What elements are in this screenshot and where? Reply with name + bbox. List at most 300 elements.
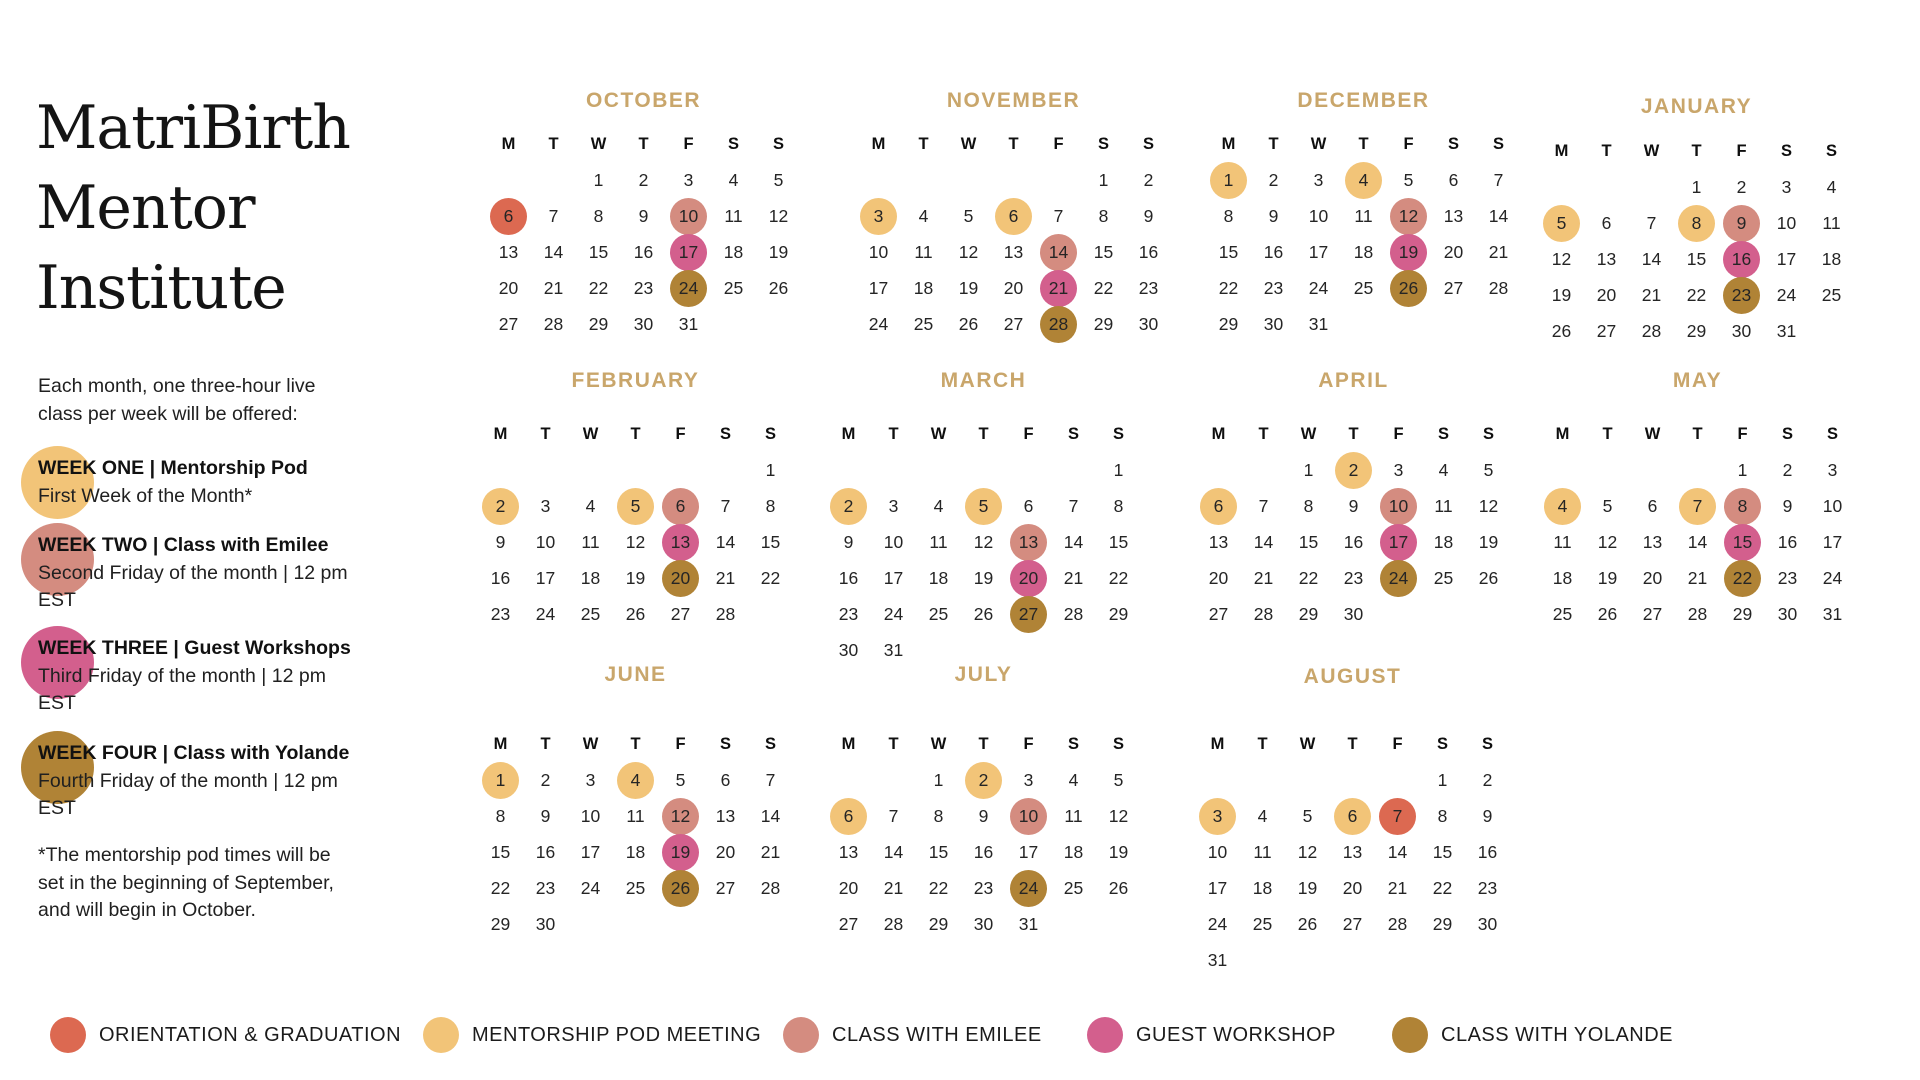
day-30 (1331, 596, 1376, 632)
day-number: 12 (958, 241, 979, 262)
day-25 (1809, 277, 1854, 313)
day-27 (703, 870, 748, 906)
weekday-header: F (1053, 134, 1064, 153)
weekday-header: F (683, 134, 694, 153)
day-8 (1096, 488, 1141, 524)
day-number: 9 (1348, 495, 1359, 516)
day-3 (523, 488, 568, 524)
empty-cell (1630, 452, 1675, 488)
day-number: 12 (670, 805, 691, 826)
day-12 (961, 524, 1006, 560)
day-number: 7 (1493, 169, 1504, 190)
day-number: 25 (625, 877, 646, 898)
day-number: 28 (883, 913, 904, 934)
day-4 (711, 162, 756, 198)
day-27 (658, 596, 703, 632)
day-10 (1810, 488, 1855, 524)
day-number: 17 (1018, 841, 1039, 862)
day-24 (1764, 277, 1809, 313)
legend-label: CLASS WITH EMILEE (832, 1023, 1042, 1046)
day-number: 2 (1736, 176, 1747, 197)
day-number: 11 (929, 531, 948, 552)
day-20 (486, 270, 531, 306)
day-number: 14 (1387, 841, 1408, 862)
day-21 (1051, 560, 1096, 596)
day-number: 20 (1342, 877, 1363, 898)
day-29 (1206, 306, 1251, 342)
day-23 (1251, 270, 1296, 306)
weekday-header: W (1310, 134, 1327, 153)
day-15 (748, 524, 793, 560)
empty-cell (826, 452, 871, 488)
day-number: 31 (1776, 320, 1797, 341)
day-number: 2 (1348, 459, 1359, 480)
weekday-header: T (1692, 424, 1703, 443)
day-number: 16 (1477, 841, 1498, 862)
week-note-text (38, 532, 368, 615)
day-4-pod (1540, 488, 1585, 524)
day-number: 24 (535, 603, 556, 624)
day-16 (478, 560, 523, 596)
day-number: 14 (715, 531, 736, 552)
day-number: 11 (914, 241, 933, 262)
month-grid (1206, 126, 1521, 342)
day-number: 9 (1736, 212, 1747, 233)
day-30 (523, 906, 568, 942)
day-14 (1051, 524, 1096, 560)
day-number: 29 (1218, 313, 1239, 334)
day-5 (1386, 162, 1431, 198)
day-19-guest (1386, 234, 1431, 270)
day-29 (1081, 306, 1126, 342)
day-number: 28 (1687, 603, 1708, 624)
day-22 (1286, 560, 1331, 596)
day-number: 15 (1298, 531, 1319, 552)
empty-cell (1240, 762, 1285, 798)
day-number: 15 (490, 841, 511, 862)
day-26 (1096, 870, 1141, 906)
day-number: 2 (495, 495, 506, 516)
day-number: 19 (1108, 841, 1129, 862)
month-july (826, 663, 1141, 942)
day-24-yolande (666, 270, 711, 306)
weekday-header: S (1142, 134, 1154, 153)
day-17 (1296, 234, 1341, 270)
day-18 (1421, 524, 1466, 560)
empty-cell (1585, 452, 1630, 488)
day-23 (478, 596, 523, 632)
month-december (1206, 89, 1521, 342)
day-7 (531, 198, 576, 234)
day-17 (568, 834, 613, 870)
day-number: 10 (883, 531, 904, 552)
month-grid (826, 726, 1141, 942)
day-31 (666, 306, 711, 342)
legend-item-orientation (50, 1017, 401, 1053)
day-number: 24 (1308, 277, 1329, 298)
month-title: DECEMBER (1297, 89, 1430, 112)
week-note-2 (38, 532, 368, 615)
day-13 (1431, 198, 1476, 234)
day-number: 25 (1252, 913, 1273, 934)
day-number: 4 (1068, 769, 1079, 790)
day-17 (1810, 524, 1855, 560)
day-number: 17 (535, 567, 556, 588)
day-number: 14 (1488, 205, 1509, 226)
day-number: 2 (1268, 169, 1279, 190)
day-6 (1431, 162, 1476, 198)
day-number: 21 (1387, 877, 1408, 898)
day-number: 22 (588, 277, 609, 298)
month-october (486, 89, 801, 342)
day-number: 9 (1782, 495, 1793, 516)
day-15 (576, 234, 621, 270)
day-26 (961, 596, 1006, 632)
day-12 (756, 198, 801, 234)
weekday-header: T (1601, 141, 1612, 160)
day-number: 19 (958, 277, 979, 298)
weekday-header: S (1436, 734, 1448, 753)
day-16 (1465, 834, 1510, 870)
day-18 (1240, 870, 1285, 906)
month-title: MAY (1672, 369, 1723, 392)
day-number: 14 (1048, 241, 1069, 262)
day-number: 17 (1388, 531, 1409, 552)
day-22 (1674, 277, 1719, 313)
brand-title-line: MatriBirth (36, 93, 350, 163)
day-number: 9 (1143, 205, 1154, 226)
week-note-detail: Third Friday of the month | 12 pm EST (38, 664, 326, 714)
day-1 (1286, 452, 1331, 488)
day-30 (1126, 306, 1171, 342)
day-28 (531, 306, 576, 342)
day-14 (1476, 198, 1521, 234)
day-11 (1421, 488, 1466, 524)
day-number: 20 (1596, 284, 1617, 305)
day-25 (1341, 270, 1386, 306)
day-number: 2 (978, 769, 989, 790)
weekday-header: S (764, 424, 776, 443)
day-17 (871, 560, 916, 596)
day-number: 24 (1207, 913, 1228, 934)
day-number: 1 (1691, 176, 1702, 197)
day-29 (1096, 596, 1141, 632)
day-22 (576, 270, 621, 306)
empty-cell (486, 162, 531, 198)
weekday-header: F (1392, 734, 1403, 753)
month-grid (826, 416, 1141, 668)
empty-cell (1285, 762, 1330, 798)
day-number: 4 (728, 169, 739, 190)
day-number: 3 (1212, 805, 1223, 826)
day-13-guest (658, 524, 703, 560)
day-22 (1081, 270, 1126, 306)
day-23 (621, 270, 666, 306)
weekday-header: T (1347, 734, 1358, 753)
day-number: 18 (723, 241, 744, 262)
day-number: 13 (1018, 531, 1039, 552)
empty-cell (856, 162, 901, 198)
day-number: 7 (765, 769, 776, 790)
day-7 (703, 488, 748, 524)
month-title: AUGUST (1303, 665, 1402, 688)
day-3-pod (1195, 798, 1240, 834)
day-10 (1764, 205, 1809, 241)
day-number: 7 (1068, 495, 1079, 516)
day-16 (1765, 524, 1810, 560)
day-number: 13 (1342, 841, 1363, 862)
day-22 (916, 870, 961, 906)
month-grid (1539, 133, 1854, 349)
day-number: 3 (540, 495, 551, 516)
day-21 (748, 834, 793, 870)
empty-cell (1675, 452, 1720, 488)
day-number: 7 (1646, 212, 1657, 233)
day-29 (1286, 596, 1331, 632)
day-number: 19 (625, 567, 646, 588)
weekday-header: T (1348, 424, 1359, 443)
day-number: 19 (1551, 284, 1572, 305)
day-number: 2 (638, 169, 649, 190)
day-number: 4 (585, 495, 596, 516)
month-june (478, 663, 793, 942)
empty-cell (946, 162, 991, 198)
day-27 (1584, 313, 1629, 349)
day-14 (1375, 834, 1420, 870)
day-4-pod (613, 762, 658, 798)
weekday-header: W (582, 734, 599, 753)
day-5 (658, 762, 703, 798)
day-13 (1330, 834, 1375, 870)
day-number: 22 (1732, 567, 1753, 588)
weekday-header: F (1023, 734, 1034, 753)
legend-item-pod (423, 1017, 761, 1053)
day-3 (871, 488, 916, 524)
day-5 (1585, 488, 1630, 524)
weekday-header: T (1258, 424, 1269, 443)
day-number: 10 (580, 805, 601, 826)
day-28 (1241, 596, 1286, 632)
day-2 (523, 762, 568, 798)
legend-item-emilee (783, 1017, 1042, 1053)
day-number: 27 (670, 603, 691, 624)
day-number: 14 (883, 841, 904, 862)
day-number: 23 (1731, 284, 1752, 305)
day-12 (1096, 798, 1141, 834)
day-number: 13 (1208, 531, 1229, 552)
month-may (1540, 369, 1855, 632)
day-11 (901, 234, 946, 270)
weekday-header: W (1299, 734, 1316, 753)
day-number: 17 (1308, 241, 1329, 262)
day-21 (703, 560, 748, 596)
day-22-yolande (1720, 560, 1765, 596)
day-18 (568, 560, 613, 596)
day-number: 26 (1551, 320, 1572, 341)
day-number: 23 (973, 877, 994, 898)
day-9 (1765, 488, 1810, 524)
weekday-header: F (1023, 424, 1034, 443)
week-note-detail: First Week of the Month* (38, 484, 253, 507)
day-number: 22 (1218, 277, 1239, 298)
day-number: 16 (490, 567, 511, 588)
day-26 (1466, 560, 1511, 596)
weekday-header: T (918, 134, 929, 153)
day-number: 1 (765, 459, 776, 480)
day-13 (991, 234, 1036, 270)
day-2-pod (961, 762, 1006, 798)
day-9 (621, 198, 666, 234)
day-29 (576, 306, 621, 342)
day-number: 16 (633, 241, 654, 262)
empty-cell (826, 762, 871, 798)
day-number: 20 (838, 877, 859, 898)
day-number: 27 (1018, 603, 1039, 624)
day-number: 30 (838, 639, 859, 660)
day-20-yolande (658, 560, 703, 596)
day-number: 31 (1207, 949, 1228, 970)
day-number: 10 (868, 241, 889, 262)
day-19 (961, 560, 1006, 596)
day-number: 28 (1641, 320, 1662, 341)
day-14 (1241, 524, 1286, 560)
day-number: 11 (1354, 205, 1373, 226)
day-number: 16 (838, 567, 859, 588)
day-14-emilee (1036, 234, 1081, 270)
day-number: 27 (1443, 277, 1464, 298)
day-number: 4 (1557, 495, 1568, 516)
day-number: 4 (1438, 459, 1449, 480)
day-number: 4 (933, 495, 944, 516)
day-14 (703, 524, 748, 560)
day-number: 22 (1093, 277, 1114, 298)
day-number: 5 (1556, 212, 1567, 233)
weekday-header: M (501, 134, 516, 153)
weekday-header: M (493, 734, 508, 753)
day-28 (748, 870, 793, 906)
day-number: 31 (1822, 603, 1843, 624)
day-6 (1006, 488, 1051, 524)
day-number: 23 (1138, 277, 1159, 298)
day-30 (621, 306, 666, 342)
day-2 (621, 162, 666, 198)
day-number: 5 (630, 495, 641, 516)
week-note-text (38, 635, 368, 718)
weekday-header: W (1643, 141, 1660, 160)
day-10 (871, 524, 916, 560)
day-number: 8 (1437, 805, 1448, 826)
weekday-header: T (888, 734, 899, 753)
day-9 (1465, 798, 1510, 834)
day-number: 15 (928, 841, 949, 862)
day-number: 12 (625, 531, 646, 552)
month-title: MARCH (940, 369, 1027, 392)
day-number: 1 (1437, 769, 1448, 790)
day-21 (1375, 870, 1420, 906)
weekday-header: F (1736, 141, 1747, 160)
day-number: 4 (630, 769, 641, 790)
day-24 (856, 306, 901, 342)
day-number: 19 (1597, 567, 1618, 588)
day-3 (666, 162, 711, 198)
day-3-pod (856, 198, 901, 234)
day-8 (916, 798, 961, 834)
week-note-detail: Second Friday of the month | 12 pm EST (38, 561, 348, 611)
day-25 (901, 306, 946, 342)
day-number: 16 (1777, 531, 1798, 552)
month-title: JULY (954, 663, 1013, 686)
day-number: 27 (1596, 320, 1617, 341)
day-number: 28 (760, 877, 781, 898)
day-number: 18 (1433, 531, 1454, 552)
day-16 (1251, 234, 1296, 270)
day-31 (1810, 596, 1855, 632)
day-number: 25 (1353, 277, 1374, 298)
day-number: 19 (1478, 531, 1499, 552)
day-13 (486, 234, 531, 270)
day-number: 8 (593, 205, 604, 226)
day-number: 4 (918, 205, 929, 226)
day-12 (1539, 241, 1584, 277)
week-note-detail: Fourth Friday of the month | 12 pm EST (38, 769, 338, 819)
day-12-emilee (658, 798, 703, 834)
day-number: 9 (540, 805, 551, 826)
day-number: 13 (1596, 248, 1617, 269)
day-18 (901, 270, 946, 306)
day-20-guest (1006, 560, 1051, 596)
day-11 (916, 524, 961, 560)
day-number: 15 (760, 531, 781, 552)
day-number: 18 (1063, 841, 1084, 862)
day-6 (1584, 205, 1629, 241)
week-note-3 (38, 635, 368, 718)
weekday-header: T (888, 424, 899, 443)
day-1 (916, 762, 961, 798)
day-number: 8 (765, 495, 776, 516)
day-7 (1241, 488, 1286, 524)
day-number: 13 (498, 241, 519, 262)
day-27 (991, 306, 1036, 342)
day-number: 18 (625, 841, 646, 862)
day-2 (1765, 452, 1810, 488)
day-10-emilee (666, 198, 711, 234)
weekday-header: T (630, 424, 641, 443)
day-number: 26 (625, 603, 646, 624)
day-16 (1331, 524, 1376, 560)
day-number: 26 (1478, 567, 1499, 588)
day-2 (1126, 162, 1171, 198)
weekday-header: T (1358, 134, 1369, 153)
day-number: 20 (498, 277, 519, 298)
day-28 (1476, 270, 1521, 306)
day-number: 18 (928, 567, 949, 588)
day-number: 1 (1098, 169, 1109, 190)
day-number: 27 (1003, 313, 1024, 334)
day-number: 24 (1822, 567, 1843, 588)
day-number: 26 (768, 277, 789, 298)
day-5 (1096, 762, 1141, 798)
day-18 (1809, 241, 1854, 277)
day-number: 28 (543, 313, 564, 334)
empty-cell (1036, 162, 1081, 198)
day-number: 18 (913, 277, 934, 298)
day-number: 2 (1782, 459, 1793, 480)
weekday-header: S (727, 134, 739, 153)
pod-legend-dot (423, 1017, 459, 1053)
day-number: 3 (873, 205, 884, 226)
day-7 (1629, 205, 1674, 241)
day-number: 15 (588, 241, 609, 262)
